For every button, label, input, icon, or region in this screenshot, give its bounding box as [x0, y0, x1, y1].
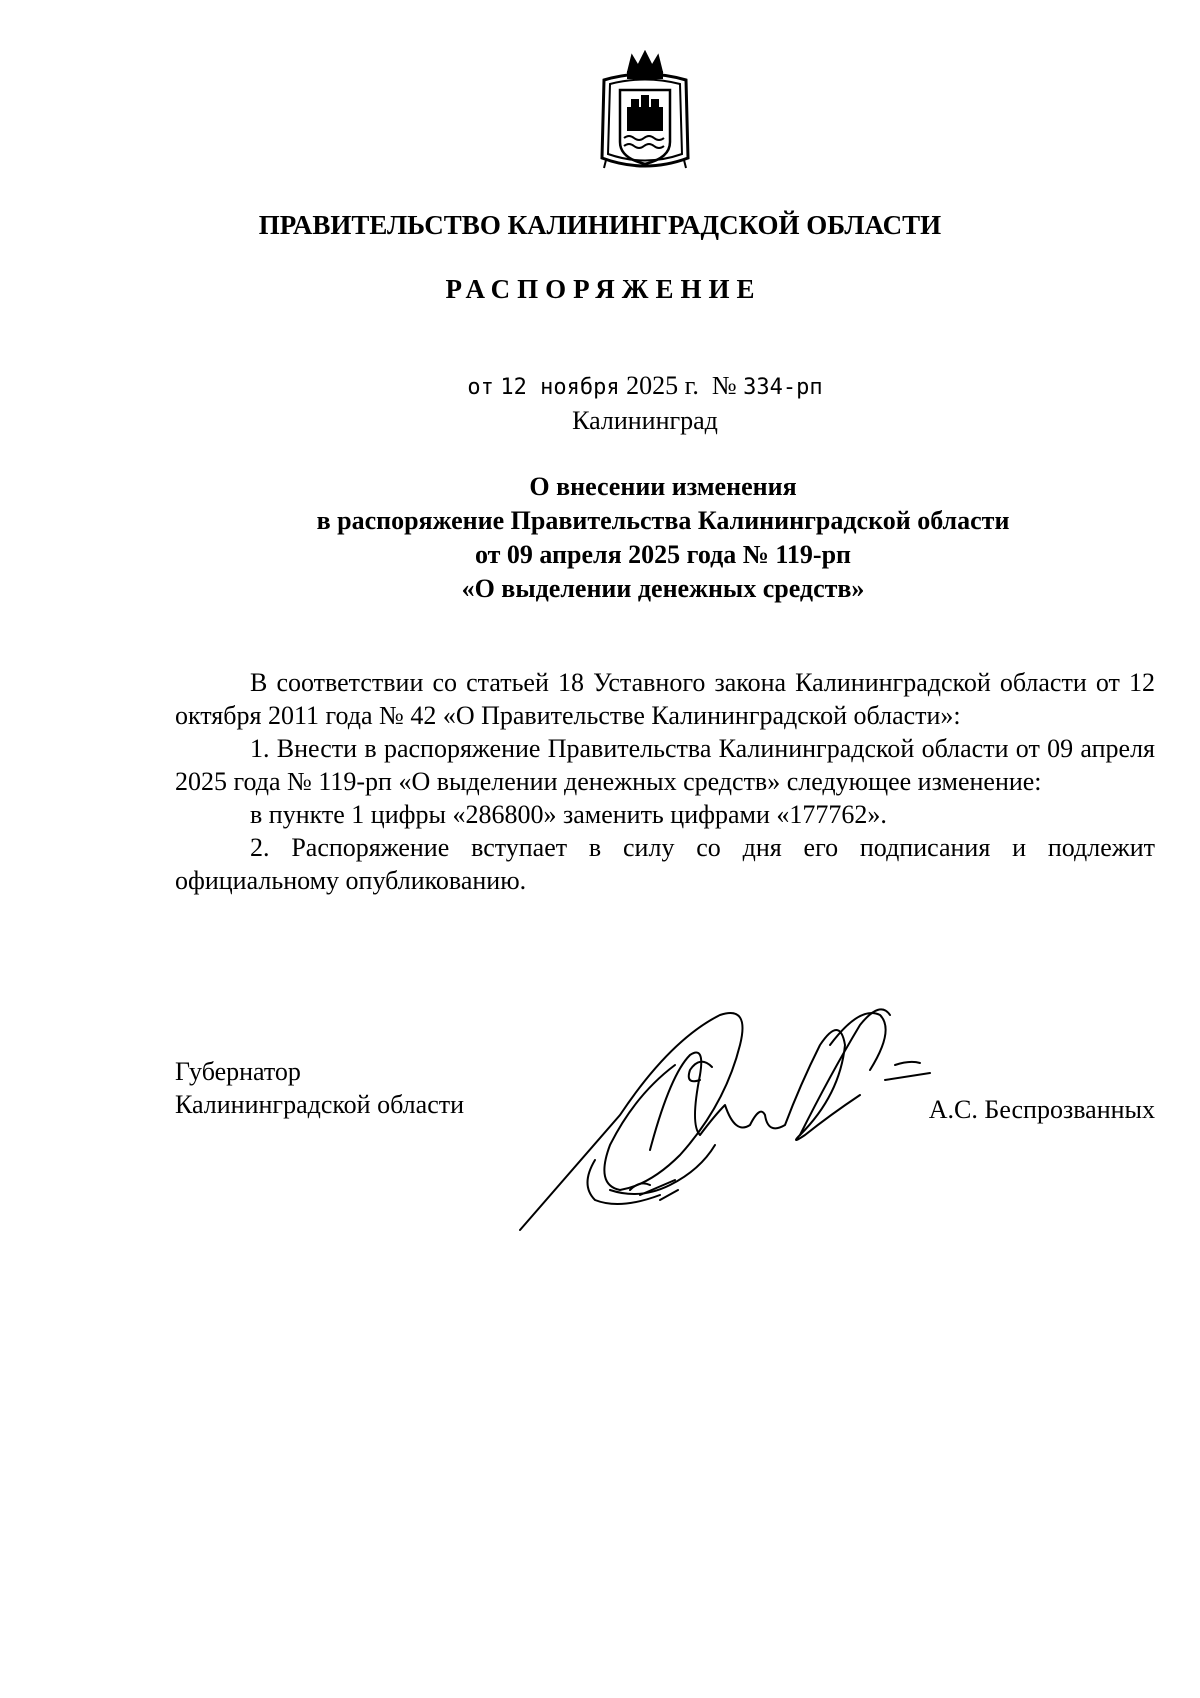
date-day-month: 12 ноября — [500, 375, 620, 400]
body-paragraph: 2. Распоряжение вступает в силу со дня его подписания и подлежит официальному опубликованию. — [175, 833, 1155, 895]
subject-line: О внесении изменения — [529, 472, 797, 501]
body-paragraph: В соответствии со статьей 18 Уставного закона Калининградской области от 12 октября 2011 года № 42 «О Правительстве Калининградской области»: — [175, 668, 1155, 730]
government-title: ПРАВИТЕЛЬСТВО КАЛИНИНГРАДСКОЙ ОБЛАСТИ — [258, 210, 942, 240]
subject-line: от 09 апреля 2025 года № 119-рп — [474, 540, 852, 569]
document-subject — [0, 470, 1200, 606]
coat-of-arms-icon — [598, 50, 692, 174]
body-paragraph: в пункте 1 цифры «286800» заменить цифрами «177762». — [250, 800, 887, 829]
handwritten-signature-icon — [500, 985, 960, 1235]
document-body — [175, 666, 1155, 897]
subject-line: в распоряжение Правительства Калининградской области — [316, 506, 1010, 535]
position-line: Губернатор — [175, 1057, 301, 1086]
document-date-number — [0, 370, 1200, 404]
city: Калининград — [572, 406, 718, 435]
signer-name: А.С. Беспрозванных — [928, 1095, 1155, 1124]
date-year: 2025 г. — [626, 371, 699, 400]
body-paragraph: 1. Внести в распоряжение Правительства Калининградской области от 09 апреля 2025 года № 119-рп «О выделении денежных средств» следующее изменение: — [175, 734, 1155, 796]
document-type: РАСПОРЯЖЕНИЕ — [445, 274, 762, 304]
position-line: Калининградской области — [175, 1090, 465, 1119]
date-prefix: от — [467, 375, 494, 400]
document-number: 334-рп — [743, 375, 823, 400]
subject-line: «О выделении денежных средств» — [461, 574, 865, 603]
number-sign: № — [711, 371, 737, 400]
signatory-position — [175, 1055, 464, 1121]
